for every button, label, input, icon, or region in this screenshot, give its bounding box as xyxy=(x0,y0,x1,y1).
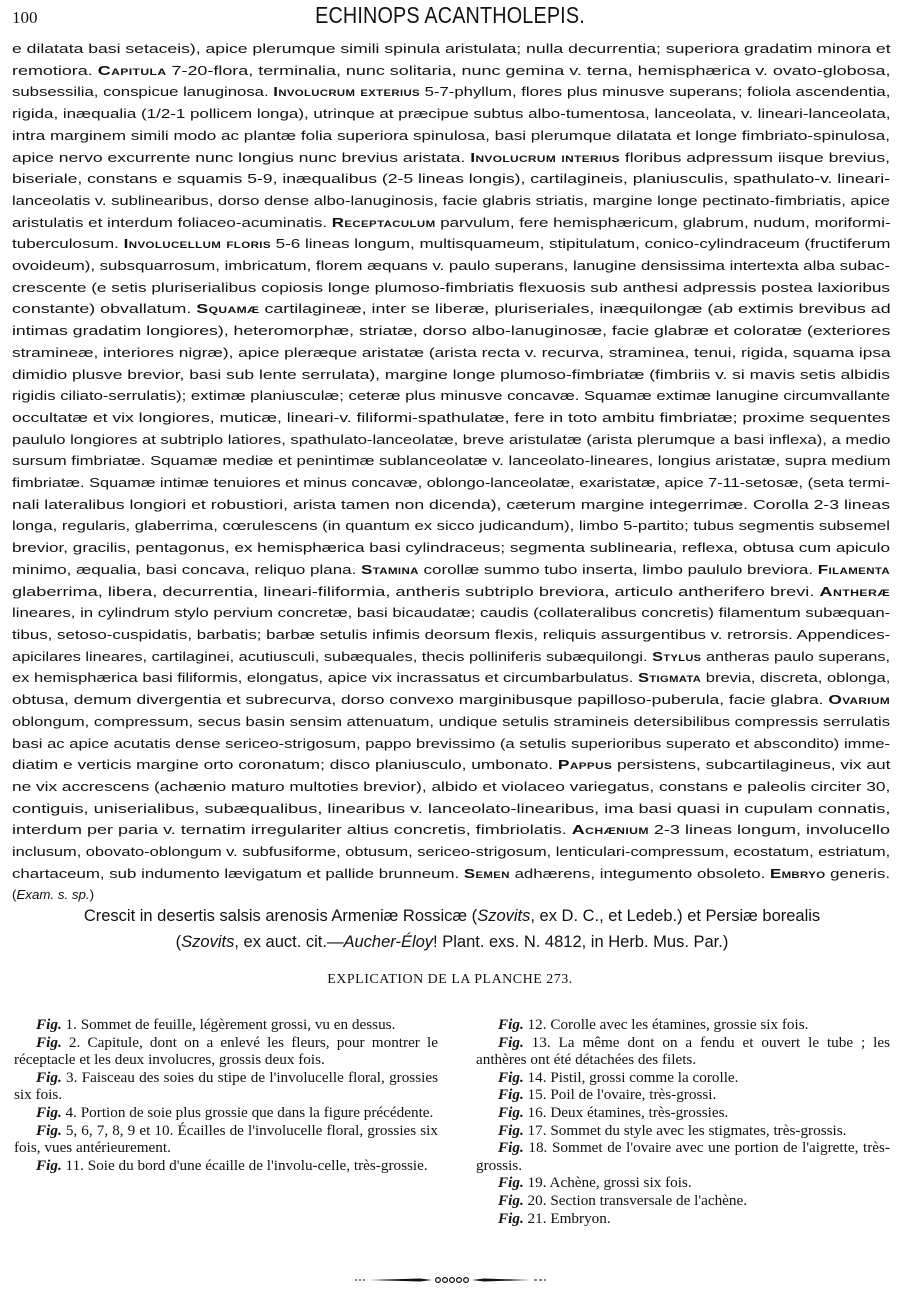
figure-label: Fig. xyxy=(498,1103,524,1121)
page-number: 100 xyxy=(12,8,38,27)
text-run: contiguis, uniserialibus, subæqualibus, linearibus v. lanceolato-linearibus, ima basi quasi in cupulam connatis, xyxy=(12,800,891,816)
text-run: oblongum, compressum, secus basin sensim attenuatum, undique setulis stramineis detersibilibus compressis serrulatis xyxy=(12,713,890,729)
figure-caption xyxy=(14,1104,438,1122)
description-line xyxy=(12,754,890,776)
text-run: tibus, setoso-cuspidatis, barbatis; barbæ setulis infimis deorsum flexis, reliquis assurgentibus v. retrorsis. Appendices- xyxy=(12,626,891,642)
figure-caption-text: 20. Section transversale de l'achène. xyxy=(523,1191,748,1209)
figure-captions-right xyxy=(476,1016,890,1227)
text-run: aristulatis et interdum foliaceo-acuminatis. xyxy=(12,214,332,230)
description-line xyxy=(12,298,890,320)
text-run: stramineæ, interiores nigræ), apice pleræque aristatæ (arista recta v. recurva, straminea, tenui, rigida, squama ipsa xyxy=(12,344,891,360)
description-line xyxy=(12,841,890,863)
text-run: nali lateralibus longiori et robustiori, arista tamen non dicenda), cæterum margine integerrimæ. Corolla 2-3 lineas xyxy=(12,496,891,512)
figure-caption-text: 12. Corolle avec les étamines, grossie six fois. xyxy=(523,1016,809,1033)
text-run: fimbriatæ. Squamæ intimæ tenuiores et minus concavæ, oblongo-lanceolatæ, exaristatæ, apice 7-11-setosæ, (seta termi- xyxy=(12,475,891,491)
organ-heading: Filamenta xyxy=(817,561,891,577)
figure-label: Fig. xyxy=(498,1086,524,1104)
text-run: tuberculosum. xyxy=(12,236,124,252)
ornament-dot xyxy=(457,1278,462,1283)
description-line xyxy=(12,147,890,169)
description-line xyxy=(12,624,890,646)
text-run: e dilatata basi setaceis), apice plerumque simili spinula aristulata; nulla decurrentia; superiora gradatim minora et xyxy=(12,41,891,56)
description-line xyxy=(12,125,890,147)
organ-heading: Antheræ xyxy=(819,583,891,599)
description-line xyxy=(12,776,890,798)
text-run: subsessilia, conspicue lanuginosa. xyxy=(12,84,274,100)
description-line xyxy=(12,581,890,603)
text-run: antheras paulo superans, xyxy=(701,648,891,664)
description-line xyxy=(12,81,890,103)
figure-caption xyxy=(476,1069,890,1087)
description-line xyxy=(12,320,890,342)
text-run: ne vix accrescens (achænio maturo multoties brevior), albido et violaceo variegatus, constans e paleolis circiter 30, xyxy=(12,778,891,794)
text-run: ) xyxy=(89,887,95,903)
text-run: biseriale, constans e squamis 5-9, inæqualibus (2-5 lineas longis), cartilagineis, planiusculis, spathulato-v. lineari- xyxy=(12,171,890,187)
figure-label: Fig. xyxy=(498,1121,524,1139)
ornament-dot xyxy=(443,1278,448,1283)
organ-heading: Achænium xyxy=(571,822,649,838)
description-line xyxy=(12,798,890,820)
habitat-note xyxy=(12,903,892,955)
text-run: cartilagineæ, inter se liberæ, pluriseriales, inæquilongæ (ab extimis brevibus ad xyxy=(259,301,891,317)
text-run: dimidio plusve brevior, basi sub lente serrulata), margine longe plumoso-fimbriatæ (fimbriis v. si mavis setis albidis xyxy=(12,366,891,382)
figure-caption-text: 15. Poil de l'ovaire, très-grossi. xyxy=(523,1086,717,1104)
figure-caption xyxy=(476,1016,890,1034)
description-line xyxy=(12,733,890,755)
text-run: parvulum, fere hemisphæricum, glabrum, nudum, moriformi- xyxy=(435,214,891,230)
figure-caption xyxy=(476,1122,890,1140)
figure-caption-text: 21. Embryon. xyxy=(523,1209,611,1227)
text-run: ovoideum), subsquarrosum, imbricatum, florem æquans v. paulo superans, lanugine densissima intertexta alba subac- xyxy=(12,258,891,274)
text-run: intra marginem simili modo ac plantæ folia superiora spinulosa, basi plerumque dilatata et longe fimbriato-spinulosa, xyxy=(12,127,890,143)
text-run: 5-7-phyllum, flores plus minusve superans; foliola ascendentia, xyxy=(419,84,891,100)
figure-label: Fig. xyxy=(498,1139,524,1157)
text-run: inclusum, obovato-oblongum v. subfusiforme, obtusum, sericeo-strigosum, lenticulari-compressum, ecostatum, estriatum, xyxy=(12,844,891,860)
figure-caption-text: 14. Pistil, grossi comme la corolle. xyxy=(523,1068,739,1086)
habitat-line-1: Crescit in desertis salsis arenosis Armeniæ Rossicæ (Szovits, ex D. C., et Ledeb.) et Persiæ borealis xyxy=(83,907,821,925)
figure-label: Fig. xyxy=(498,1209,524,1227)
description-line xyxy=(12,559,890,581)
text-run: ( xyxy=(12,887,17,903)
text-run: ex hemisphærica basi filiformis, elongatus, apice vix incrassatus et circumbarbulatus. xyxy=(12,670,638,686)
text-run: brevior, gracilis, pentagonus, ex hemisphærica basi cylindraceus; segmenta sublinearia, reflexa, obtusa cum apiculo xyxy=(12,540,890,556)
description-line xyxy=(12,450,890,472)
description-line xyxy=(12,537,890,559)
figure-caption-text: 19. Achène, grossi six fois. xyxy=(523,1174,692,1192)
collector-name: Szovits xyxy=(181,933,235,951)
organ-heading: Receptaculum xyxy=(331,214,436,230)
description-line xyxy=(12,667,890,689)
ornament-dot xyxy=(464,1278,469,1283)
text-run: longa, regularis, glaberrima, cœrulescens (in quantum ex sicco judicandum), limbo 5-partito; tubus segmentis subsemel xyxy=(12,518,890,534)
organ-heading: Pappus xyxy=(557,757,613,773)
text-run: diatim e verticis margine orto coronatum; disco planiusculo, umbonato. xyxy=(12,757,558,773)
figure-label: Fig. xyxy=(498,1174,524,1192)
end-ornament xyxy=(350,1275,550,1285)
species-description xyxy=(12,38,890,906)
figure-label: Fig. xyxy=(36,1033,62,1051)
organ-heading: Squamæ xyxy=(196,301,260,317)
text-run: rigida, inæqualia (1/2-1 pollicem longa), utrinque at præcipue subtus albo-tumentosa, lanceolata, v. lineari-lanceolata, xyxy=(12,106,891,122)
description-line xyxy=(12,233,890,255)
organ-heading: Stigmata xyxy=(637,670,702,686)
description-line xyxy=(12,711,890,733)
description-line xyxy=(12,190,890,212)
figure-caption xyxy=(476,1174,890,1192)
figure-caption xyxy=(14,1122,438,1157)
figure-label: Fig. xyxy=(36,1121,62,1139)
figure-caption-text: 18. Sommet de l'ovaire avec une portion de l'aigrette, très-grossis. xyxy=(476,1139,890,1174)
description-line xyxy=(12,103,890,125)
organ-heading: Capitula xyxy=(97,62,167,78)
figure-label: Fig. xyxy=(498,1033,524,1051)
description-line xyxy=(12,863,890,885)
description-line xyxy=(12,689,890,711)
figure-caption-text: 3. Faisceau des soies du stipe de l'involucelle floral, grossies six fois. xyxy=(14,1068,438,1104)
figure-caption xyxy=(14,1069,438,1104)
text-run: basi ac apice acutatis dense sericeo-strigosum, pappo brevissimo (a setulis superioribus superato et abscondito) imme- xyxy=(12,735,891,751)
text-run: paululo longiores at subtriplo latiores, spathulato-lanceolatæ, breve aristulatæ (arista plerumque a basi inflexa), a medio xyxy=(12,431,891,447)
description-line xyxy=(12,819,890,841)
figure-label: Fig. xyxy=(36,1016,62,1033)
description-line xyxy=(12,277,890,299)
figure-caption xyxy=(476,1086,890,1104)
figure-label: Fig. xyxy=(498,1068,524,1086)
description-line xyxy=(12,602,890,624)
text-run: brevia, discreta, oblonga, xyxy=(701,670,891,686)
text-run: 2-3 lineas longum, involucello xyxy=(648,822,891,838)
collector-name: Szovits xyxy=(477,907,531,925)
text-run: generis. xyxy=(825,865,890,881)
figure-label: Fig. xyxy=(36,1156,62,1174)
figure-caption-text: 17. Sommet du style avec les stigmates, très-grossis. xyxy=(523,1121,847,1139)
figure-caption-text: 16. Deux étamines, très-grossies. xyxy=(523,1103,729,1121)
ornament-swash-right xyxy=(472,1279,530,1282)
text-run: apicilares lineares, cartilaginei, acutiusculi, subæquales, thecis polliniferis subæquilongi. xyxy=(12,648,653,664)
text-run: crescente (e setis pluriserialibus copiosis longe plumoso-fimbriatis flexuosis sub anthesi adpressis postea laxioribus xyxy=(12,279,891,295)
figure-caption xyxy=(14,1157,438,1175)
text-run: lineares, in cylindrum stylo pervium concretæ, basi bicaudatæ; caudis (collateralibus concretis) filamentum subæquan- xyxy=(12,605,891,621)
description-line xyxy=(12,385,890,407)
figure-caption xyxy=(476,1192,890,1210)
figure-caption-text: 2. Capitule, dont on a enlevé les fleurs, pour montrer le réceptacle et les deux involucres, grossis deux fois. xyxy=(14,1033,438,1069)
text-run: minimo, æqualia, basi concava, reliquo plana. xyxy=(12,561,362,577)
collector-name: Aucher-Éloy xyxy=(343,933,434,951)
description-line xyxy=(12,407,890,429)
figure-caption-text: 5, 6, 7, 8, 9 et 10. Écailles de l'involucelle floral, grossies six fois, vues antérieurement. xyxy=(14,1121,438,1157)
figure-caption xyxy=(476,1104,890,1122)
running-title: ECHINOPS ACANTHOLEPIS. xyxy=(315,2,585,28)
description-line xyxy=(12,646,890,668)
text-run: obtusa, demum divergentia et subrecurva, dorso convexo marginibusque papilloso-puberula, facie glabra. xyxy=(12,692,829,708)
figure-caption-text: 4. Portion de soie plus grossie que dans la figure précédente. xyxy=(61,1103,434,1121)
description-line xyxy=(12,494,890,516)
ornament-dot xyxy=(436,1278,441,1283)
description-line xyxy=(12,472,890,494)
text-run: occultatæ et vix longiores, muticæ, lineari-v. filiformi-spathulatæ, fere in toto ambitu fimbriatæ; proxime sequentes xyxy=(12,409,891,425)
figure-caption xyxy=(14,1016,438,1034)
ornament-swash-left xyxy=(370,1279,432,1282)
text-run: adhærens, integumento obsoleto. xyxy=(509,865,770,881)
text-run: remotiora. xyxy=(12,62,98,78)
figure-caption xyxy=(476,1139,890,1174)
description-line xyxy=(12,60,890,82)
figure-label: Fig. xyxy=(36,1103,62,1121)
text-run: persistens, subcartilagineus, vix aut xyxy=(612,757,891,773)
description-line xyxy=(12,255,890,277)
figure-label: Fig. xyxy=(498,1016,524,1033)
italic-note: Exam. s. sp. xyxy=(16,887,90,903)
text-run: apice nervo excurrente nunc longius nunc brevius aristata. xyxy=(12,149,471,165)
organ-heading: Stamina xyxy=(361,561,419,577)
text-run: rigidis ciliato-serrulatis); extimæ planiusculæ; ceteræ plus minusve concavæ. Squamæ extimæ lanugine circumvallante xyxy=(12,388,891,404)
figure-caption-text: 1. Sommet de feuille, légèrement grossi, vu en dessus. xyxy=(61,1016,396,1033)
figure-caption-text: 13. La même dont on a fendu et ouvert le tube ; les anthères ont été détachées des filets. xyxy=(476,1033,890,1069)
figure-caption xyxy=(476,1210,890,1228)
description-line xyxy=(12,212,890,234)
text-run: floribus adpressum iisque brevius, xyxy=(619,149,890,165)
running-head xyxy=(0,2,900,32)
figure-label: Fig. xyxy=(36,1068,62,1086)
description-line xyxy=(12,364,890,386)
plate-explanation-title: EXPLICATION DE LA PLANCHE 273. xyxy=(327,972,573,987)
text-run: interdum per paria v. ternatim irregulariter altius concretis, fimbriolatis. xyxy=(12,822,572,838)
text-run: sursum fimbriatæ. Squamæ mediæ et penintimæ sublanceolatæ v. lanceolato-lineares, longius aristatæ, supra medium xyxy=(12,453,891,469)
figure-caption xyxy=(14,1034,438,1069)
description-line xyxy=(12,168,890,190)
organ-heading: Involucrum exterius xyxy=(273,84,420,100)
text-run: 7-20-flora, terminalia, nunc solitaria, nunc gemina v. terna, hemisphærica v. ovato-globosa, xyxy=(166,62,891,78)
description-line xyxy=(12,429,890,451)
organ-heading: Involucrum interius xyxy=(470,149,620,165)
description-line xyxy=(12,38,890,60)
figure-caption xyxy=(476,1034,890,1069)
text-run: chartaceum, sub indumento lævigatum et pallide brunneum. xyxy=(12,865,464,881)
description-line xyxy=(12,515,890,537)
description-line xyxy=(12,342,890,364)
text-run: constante) obvallatum. xyxy=(12,301,197,317)
habitat-line-2: (Szovits, ex auct. cit.—Aucher-Éloy! Plant. exs. N. 4812, in Herb. Mus. Par.) xyxy=(175,933,729,951)
organ-heading: Stylus xyxy=(652,648,702,664)
text-run: lanceolatis v. sublinearibus, dorso dense albo-lanuginosis, facie glabris striatis, margine longe pectinato-fimbriatis, apice xyxy=(12,192,891,208)
text-run: glaberrima, libera, decurrentia, lineari-filiformia, antheris subtriplo breviora, articulo antherifero brevi. xyxy=(12,583,820,599)
figure-caption-text: 11. Soie du bord d'une écaille de l'involu-celle, très-grossie. xyxy=(61,1156,428,1174)
organ-heading: Semen xyxy=(463,865,510,881)
organ-heading: Embryo xyxy=(769,865,826,881)
organ-heading: Involucellum floris xyxy=(123,236,271,252)
figure-label: Fig. xyxy=(498,1191,524,1209)
text-run: corollæ summo tubo inserta, limbo paululo breviora. xyxy=(418,561,818,577)
figure-captions-left xyxy=(14,1016,438,1174)
text-run: 5-6 lineas longum, multisquameum, stipitulatum, conico-cylindraceum (fructiferum xyxy=(270,236,891,252)
ornament-dot xyxy=(450,1278,455,1283)
text-run: intimas gradatim longiores), heteromorphæ, striatæ, dorso albo-lanuginosæ, facie glabræ et coloratæ (exteriores xyxy=(12,323,891,339)
organ-heading: Ovarium xyxy=(828,692,890,708)
